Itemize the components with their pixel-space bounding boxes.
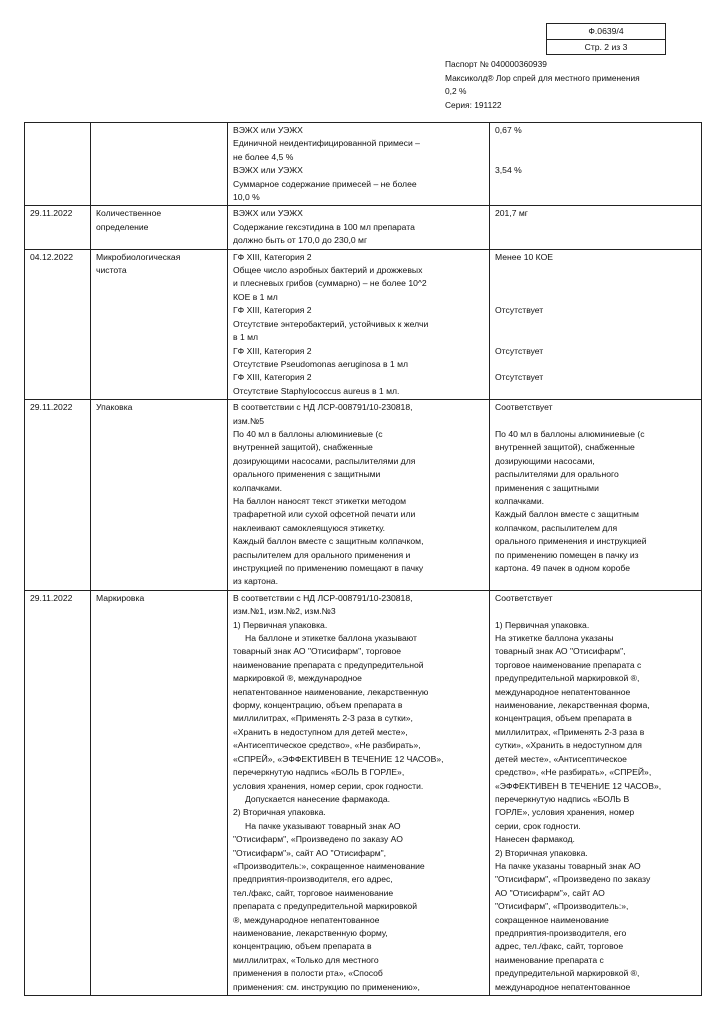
- specification-line: ГФ XIII, Категория 2: [233, 345, 312, 356]
- table-row: [25, 400, 702, 591]
- result-line: [495, 277, 697, 290]
- result-line: [495, 575, 697, 588]
- specification-cell: [228, 249, 490, 399]
- specification-line: Суммарное содержание примесей – не более: [233, 178, 417, 189]
- specification-line: наклеивают самоклеящуюся этикетку.: [233, 522, 386, 533]
- specification-line: колпачками.: [233, 482, 283, 493]
- result-line: Менее 10 КОЕ: [495, 251, 553, 262]
- test-date-cell: [25, 400, 91, 591]
- concentration: 0,2 %: [445, 86, 467, 96]
- specification-line: не более 4,5 %: [233, 151, 294, 162]
- specification-line: из картона.: [233, 576, 278, 587]
- specification-line: ВЭЖХ или УЭЖХ: [233, 125, 303, 135]
- result-line: [495, 605, 697, 618]
- specification-line: Отсутствие Staphylococcus aureus в 1 мл.: [233, 385, 400, 396]
- specification-line: применения в полости рта», «Способ: [233, 968, 383, 979]
- product-name: Максиколд® Лор спрей для местного применения: [445, 72, 640, 83]
- result-cell: [490, 249, 702, 399]
- result-line: На пачке указаны товарный знак АО: [495, 860, 641, 871]
- specification-line: «Антисептическое средство», «Не разбирать»,: [233, 740, 421, 751]
- specification-line: перечеркнутую надпись «БОЛЬ В ГОРЛЕ»,: [233, 767, 405, 778]
- result-line: Каждый баллон вместе с защитным: [495, 509, 639, 520]
- test-date-cell: [25, 206, 91, 249]
- result-line: 2) Вторичная упаковка.: [495, 847, 588, 858]
- test-name-line: Упаковка: [96, 402, 133, 413]
- table-row: [25, 249, 702, 399]
- specification-line: Допускается нанесение фармакода.: [245, 793, 391, 804]
- passport-number: Паспорт № 040000360939: [445, 59, 547, 69]
- result-line: 0,67 %: [495, 125, 522, 135]
- result-line: предприятия-производителя, его: [495, 927, 627, 938]
- result-line: [495, 415, 697, 428]
- specification-line: «СПРЕЙ», «ЭФФЕКТИВЕН В ТЕЧЕНИЕ 12 ЧАСОВ»,: [233, 753, 444, 764]
- specification-line: ВЭЖХ или УЭЖХ: [233, 208, 303, 219]
- result-line: сокращенное наименование: [495, 914, 609, 925]
- specification-line: дозирующими насосами, распылителями для: [233, 455, 416, 466]
- test-name-line: Микробиологическая: [96, 251, 181, 262]
- result-line: колпачком, распылителем для: [495, 522, 618, 533]
- result-line: применения с защитными: [495, 482, 599, 493]
- specification-line: должно быть от 170,0 до 230,0 мг: [233, 235, 368, 246]
- specification-line: тел./факс, сайт, торговое наименование: [233, 887, 394, 898]
- specification-line: Содержание гексэтидина в 100 мл препарата: [233, 221, 415, 232]
- specification-line: в 1 мл: [233, 332, 259, 343]
- table-row: [25, 206, 702, 249]
- test-name-line: Маркировка: [96, 592, 145, 603]
- specification-line: По 40 мл в баллоны алюминиевые (с: [233, 428, 383, 439]
- result-line: Отсутствует: [495, 345, 544, 356]
- test-name-line: Количественное: [96, 208, 162, 219]
- specification-line: применения: см. инструкцию по применению»,: [233, 981, 420, 992]
- result-line: средство», «Не разбирать», «СПРЕЙ»,: [495, 767, 652, 778]
- result-line: картона. 49 пачек в одном коробе: [495, 563, 631, 573]
- result-line: детей месте», «Антисептическое: [495, 753, 627, 764]
- test-date-cell: [25, 590, 91, 995]
- result-line: 3,54 %: [495, 165, 522, 176]
- result-cell: [490, 206, 702, 249]
- table-row: [25, 590, 702, 995]
- result-line: торговое наименование препарата с: [495, 659, 642, 670]
- specification-line: инструкцией по применению помещают в пачку: [233, 563, 424, 573]
- result-cell: [490, 400, 702, 591]
- test-date: 29.11.2022: [30, 402, 73, 413]
- page-number: Стр. 2 из 3: [584, 42, 628, 52]
- specification-line: ГФ XIII, Категория 2: [233, 372, 312, 383]
- result-line: Нанесен фармакод.: [495, 834, 575, 845]
- result-line: [495, 191, 697, 204]
- specification-line: изм.№5: [233, 415, 265, 426]
- specification-line: Каждый баллон вместе с защитным колпачком,: [233, 536, 424, 547]
- specification-line: ®, международное непатентованное: [233, 914, 380, 925]
- test-date: 29.11.2022: [30, 208, 73, 219]
- passport-header: [445, 58, 640, 112]
- result-line: 1) Первичная упаковка.: [495, 619, 590, 630]
- test-date-cell: [25, 123, 91, 206]
- specification-cell: [228, 206, 490, 249]
- specification-line: Единичной неидентифицированной примеси –: [233, 138, 420, 149]
- test-name-cell: [91, 590, 228, 995]
- table-row: [25, 123, 702, 206]
- specification-line: 10,0 %: [233, 192, 260, 203]
- result-line: перечеркнутую надпись «БОЛЬ В: [495, 793, 630, 804]
- result-line: [495, 358, 697, 371]
- test-name-line: чистота: [96, 265, 127, 276]
- specification-line: Отсутствие Pseudomonas aeruginosa в 1 мл: [233, 358, 409, 369]
- result-line: предупредительной маркировкой ®,: [495, 673, 640, 684]
- specification-line: непатентованное наименование, лекарственную: [233, 686, 429, 697]
- test-date-cell: [25, 249, 91, 399]
- specification-line: "Отисифарм"», сайт АО "Отисифарм",: [233, 847, 387, 858]
- form-code-box: [546, 23, 666, 55]
- specification-line: «Производитель:», сокращенное наименование: [233, 860, 425, 871]
- specification-line: ГФ XIII, Категория 2: [233, 251, 312, 262]
- test-date: 04.12.2022: [30, 251, 74, 262]
- specification-line: ВЭЖХ или УЭЖХ: [233, 165, 303, 176]
- specification-line: На баллоне и этикетке баллона указывают: [245, 633, 417, 644]
- specification-line: Отсутствие энтеробактерий, устойчивых к желчи: [233, 318, 429, 329]
- specification-line: трафаретной или сухой офсетной печати или: [233, 509, 416, 520]
- specification-line: и плесневых грибов (суммарно) – не более 10^2: [233, 278, 427, 289]
- result-cell: [490, 123, 702, 206]
- specification-line: внутренней защитой), снабженные: [233, 442, 373, 453]
- test-name-cell: [91, 123, 228, 206]
- specification-line: наименование, лекарственную форму,: [233, 927, 388, 938]
- result-line: наименование препарата с: [495, 954, 604, 965]
- specification-line: условия хранения, номер серии, срок годности.: [233, 780, 424, 791]
- specification-line: 1) Первичная упаковка.: [233, 619, 328, 630]
- specification-line: В соответствии с НД ЛСР-008791/10-230818,: [233, 592, 413, 603]
- result-cell: [490, 590, 702, 995]
- specification-line: товарный знак АО "Отисифарм", торговое: [233, 646, 402, 657]
- result-line: [495, 291, 697, 304]
- result-line: концентрация, объем препарата в: [495, 713, 632, 724]
- result-line: международное непатентованное: [495, 686, 631, 697]
- test-date: 29.11.2022: [30, 592, 73, 603]
- result-line: «ЭФФЕКТИВЕН В ТЕЧЕНИЕ 12 ЧАСОВ»,: [495, 780, 662, 791]
- specification-cell: [228, 400, 490, 591]
- specification-line: "Отисифарм", «Произведено по заказу АО: [233, 834, 403, 845]
- result-line: АО "Отисифарм"», сайт АО: [495, 887, 605, 898]
- result-line: [495, 331, 697, 344]
- specification-line: орального применения с защитными: [233, 469, 381, 480]
- specification-line: КОЕ в 1 мл: [233, 291, 278, 302]
- result-line: наименование, лекарственная форма,: [495, 700, 650, 711]
- result-line: по применению помещен в пачку из: [495, 549, 639, 560]
- result-line: дозирующими насосами,: [495, 455, 595, 466]
- result-line: "Отисифарм", «Произведено по заказу: [495, 874, 651, 885]
- result-line: По 40 мл в баллоны алюминиевые (с: [495, 428, 645, 439]
- result-line: [495, 151, 697, 164]
- specification-line: изм.№1, изм.№2, изм.№3: [233, 606, 336, 617]
- result-line: [495, 264, 697, 277]
- specification-line: маркировкой ®, международное: [233, 673, 362, 684]
- specification-line: препарата с предупредительной маркировкой: [233, 901, 418, 912]
- result-line: [495, 178, 697, 191]
- test-name-cell: [91, 249, 228, 399]
- result-line: сутки», «Хранить в недоступном для: [495, 740, 642, 751]
- test-name-cell: [91, 400, 228, 591]
- specification-line: форму, концентрацию, объем препарата в: [233, 700, 403, 711]
- quality-control-table: [24, 122, 702, 996]
- result-line: [495, 318, 697, 331]
- specification-cell: [228, 123, 490, 206]
- specification-line: распылителем для орального применения и: [233, 549, 411, 560]
- result-line: колпачками.: [495, 495, 545, 506]
- specification-line: наименование препарата с предупредительной: [233, 659, 424, 670]
- specification-line: На баллон наносят текст этикетки методом: [233, 495, 407, 506]
- result-line: орального применения и инструкцией: [495, 536, 647, 547]
- result-line: "Отисифарм", «Производитель:»,: [495, 901, 629, 912]
- specification-line: В соответствии с НД ЛСР-008791/10-230818,: [233, 402, 413, 413]
- result-line: серии, срок годности.: [495, 820, 581, 831]
- specification-cell: [228, 590, 490, 995]
- test-name-cell: [91, 206, 228, 249]
- result-line: предупредительной маркировкой ®,: [495, 968, 640, 979]
- form-code: Ф.0639/4: [547, 24, 665, 40]
- result-line: На этикетке баллона указаны: [495, 633, 614, 644]
- result-line: Соответствует: [495, 592, 553, 603]
- result-line: международное непатентованное: [495, 981, 631, 992]
- result-line: [495, 137, 697, 150]
- result-line: товарный знак АО "Отисифарм",: [495, 646, 626, 657]
- specification-line: ГФ XIII, Категория 2: [233, 305, 312, 316]
- specification-line: концентрацию, объем препарата в: [233, 941, 372, 952]
- result-line: внутренней защитой), снабженные: [495, 442, 635, 453]
- specification-line: Общее число аэробных бактерий и дрожжевых: [233, 265, 423, 276]
- specification-line: предприятия-производителя, его адрес,: [233, 874, 393, 885]
- result-line: 201,7 мг: [495, 208, 528, 219]
- specification-line: На пачке указывают товарный знак АО: [245, 820, 401, 831]
- result-line: Отсутствует: [495, 372, 544, 383]
- result-line: миллилитрах, «Применять 2-3 раза в: [495, 726, 645, 737]
- specification-line: «Хранить в недоступном для детей месте»,: [233, 726, 408, 737]
- specification-line: миллилитрах, «Применять 2-3 раза в сутки»,: [233, 713, 413, 724]
- result-line: распылителями для орального: [495, 469, 619, 480]
- batch-number: Серия: 191122: [445, 99, 502, 110]
- result-line: ГОРЛЕ», условия хранения, номер: [495, 807, 635, 818]
- result-line: Соответствует: [495, 402, 553, 413]
- specification-line: миллилитрах, «Только для местного: [233, 954, 379, 965]
- specification-line: 2) Вторичная упаковка.: [233, 807, 326, 818]
- result-line: [495, 385, 697, 398]
- result-line: адрес, тел./факс, сайт, торговое: [495, 941, 624, 952]
- result-line: Отсутствует: [495, 305, 544, 316]
- test-name-line: определение: [96, 221, 149, 232]
